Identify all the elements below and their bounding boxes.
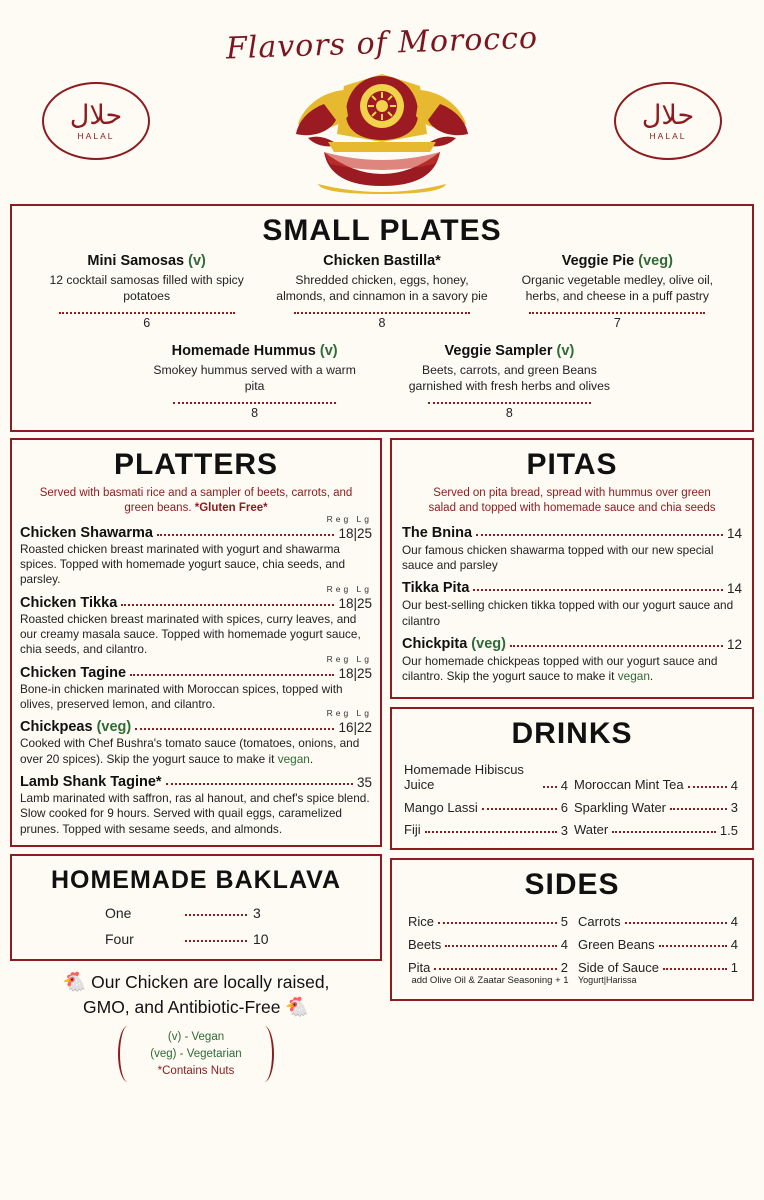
- halal-badge-right: [614, 82, 722, 160]
- section-small-plates: [10, 204, 754, 432]
- item-price: 8: [505, 405, 513, 420]
- dot-leader: [688, 786, 727, 788]
- item-price-row: [34, 312, 259, 330]
- menu-item: [402, 793, 572, 816]
- chicken-note-line-2: GMO, and Antibiotic-Free: [83, 996, 281, 1017]
- item-name: Lamb Shank Tagine*: [20, 774, 162, 790]
- item-price: 3: [253, 904, 261, 921]
- menu-item: [150, 342, 359, 420]
- menu-item: [402, 952, 572, 975]
- halal-arabic-text: حلال: [69, 99, 123, 131]
- item-price: 1: [730, 960, 738, 976]
- item-description: Our best-selling chicken tikka topped with our yogurt sauce and cilantro: [402, 598, 734, 628]
- section-title-drinks: DRINKS: [511, 716, 633, 750]
- menu-item: [572, 929, 742, 952]
- size-labels: Reg Lg: [326, 583, 372, 594]
- item-header: [20, 653, 372, 681]
- item-price: 3: [560, 823, 568, 839]
- item-price: 4: [560, 937, 568, 953]
- dot-leader: [294, 312, 470, 314]
- size-labels: Reg Lg: [326, 653, 372, 664]
- section-baklava: [10, 854, 382, 961]
- diet-tag: (v): [188, 253, 206, 269]
- menu-item: [572, 755, 742, 793]
- item-price: 8: [251, 405, 259, 420]
- item-name: Tikka Pita: [402, 580, 470, 597]
- menu-item: [402, 906, 572, 929]
- item-name: Fiji: [404, 822, 421, 838]
- menu-item: [572, 952, 742, 975]
- item-price: 4: [730, 937, 738, 953]
- dot-leader: [425, 831, 557, 833]
- item-name: Chicken Shawarma: [20, 524, 153, 541]
- menu-item: [20, 513, 372, 588]
- dot-leader: [157, 534, 334, 536]
- menu-item: [269, 252, 494, 330]
- item-name: The Bnina: [402, 524, 473, 541]
- menu-item: [402, 636, 742, 685]
- item-description: Lamb marinated with saffron, ras al hanout, and chef's spice blend. Slow cooked for 9 hours. Served with quail eggs, caramelized prunes. Topped with sesame seeds, and almonds.: [20, 791, 370, 836]
- item-price-row: [405, 402, 614, 420]
- restaurant-name: Flavors of Morocco: [225, 20, 539, 67]
- item-name: Beets: [408, 937, 442, 953]
- item-description: 12 cocktail samosas filled with spicy potatoes: [49, 273, 244, 303]
- item-name: Chicken Tagine: [20, 664, 127, 681]
- item-name: Pita: [408, 960, 431, 976]
- item-header: [402, 580, 742, 596]
- item-price: 4: [560, 777, 568, 793]
- legend: [118, 1026, 274, 1082]
- dot-leader: [445, 945, 557, 947]
- item-name: Water: [574, 822, 609, 838]
- dot-leader: [438, 922, 557, 924]
- menu-item: [402, 929, 572, 952]
- item-name: Sparkling Water: [574, 799, 666, 815]
- item-price: 18|25: [338, 525, 372, 541]
- menu-item: [402, 755, 572, 793]
- size-labels: Reg Lg: [326, 513, 372, 524]
- dot-leader: [670, 808, 727, 810]
- dot-leader: [659, 945, 727, 947]
- item-header: [20, 774, 372, 790]
- dot-leader: [130, 674, 334, 676]
- diet-tag: (veg): [471, 636, 506, 653]
- section-title-baklava: HOMEMADE BAKLAVA: [50, 865, 342, 894]
- item-price-row: [150, 402, 359, 420]
- menu-item: [20, 653, 372, 713]
- item-name: Four: [105, 930, 134, 947]
- item-name: Rice: [408, 914, 435, 930]
- legend-vegan: (v) - Vegan: [167, 1031, 225, 1044]
- item-name: Homemade Hibiscus Juice: [404, 761, 524, 793]
- menu-item: [22, 931, 370, 947]
- size-labels: Reg Lg: [326, 708, 372, 719]
- menu-item: [402, 580, 742, 629]
- menu-header: [10, 0, 754, 200]
- section-title-small-plates: SMALL PLATES: [262, 214, 502, 247]
- diet-tag: (v): [319, 342, 338, 359]
- item-header: [20, 513, 372, 541]
- item-price-row: [269, 312, 494, 330]
- dot-leader: [434, 968, 556, 970]
- dot-leader: [473, 589, 723, 591]
- item-price: 35: [356, 775, 372, 790]
- section-title-sides: SIDES: [524, 868, 620, 902]
- item-price-row: [505, 312, 730, 330]
- item-price: 4: [730, 914, 738, 930]
- item-price: 4: [730, 777, 738, 793]
- lower-columns: [10, 438, 754, 1083]
- item-name: Side of Sauce: [578, 960, 659, 976]
- chicken-icon: 🐔: [285, 996, 309, 1018]
- chicken-icon: 🐔: [62, 971, 87, 993]
- menu-item: [572, 815, 742, 838]
- item-price: 12: [726, 637, 742, 653]
- item-description: Shredded chicken, eggs, honey, almonds, and cinnamon in a savory pie: [276, 273, 488, 303]
- dot-leader: [185, 940, 247, 942]
- item-description: Roasted chicken breast marinated with spices, curry leaves, and our creamy masala sauce. Topped with homemade yogurt sauce, chia seeds, and cilantro.: [20, 611, 361, 657]
- dot-leader: [428, 402, 591, 404]
- item-description: Roasted chicken breast marinated with yogurt and shawarma spices. Topped with homemade yogurt sauce, chia seeds, and parsley.: [20, 541, 346, 587]
- item-name: Chicken Tikka: [20, 594, 118, 611]
- item-price: 3: [730, 800, 738, 816]
- item-price: 7: [613, 315, 621, 330]
- menu-item: [22, 905, 370, 921]
- item-price: 1.5: [719, 823, 738, 839]
- item-name: Mini Samosas (v): [87, 253, 206, 269]
- item-name: Chickpeas (veg): [20, 719, 132, 736]
- platters-subtitle: Served with basmati rice and a sampler of beets, carrots, and green beans. *Gluten Free*: [39, 486, 353, 515]
- dot-leader: [663, 968, 727, 970]
- dot-leader: [59, 312, 235, 314]
- item-description: Bone-in chicken marinated with Moroccan spices, topped with olives, preserved lemon, and cilantro.: [20, 681, 343, 712]
- item-name: One: [105, 904, 132, 921]
- small-plates-row-2: [22, 330, 742, 420]
- item-name: Moroccan Mint Tea: [574, 777, 684, 793]
- dot-leader: [510, 645, 723, 647]
- dot-leader: [166, 783, 353, 785]
- dot-leader: [476, 534, 723, 536]
- item-header: [20, 583, 372, 611]
- item-description: Cooked with Chef Bushra's tomato sauce (tomatoes, onions, and over 20 spices). Skip the yogurt sauce to make it vegan.: [20, 736, 360, 766]
- chicken-note: [10, 971, 382, 1020]
- item-name: Mango Lassi: [404, 799, 478, 815]
- item-description: Smokey hummus served with a warm pita: [153, 362, 356, 393]
- item-price: 5: [560, 914, 568, 930]
- diet-tag: (veg): [638, 253, 673, 269]
- item-description: Organic vegetable medley, olive oil, herbs, and cheese in a puff pastry: [521, 273, 714, 303]
- item-price: 18|25: [338, 595, 372, 611]
- dot-leader: [625, 922, 727, 924]
- dot-leader: [529, 312, 705, 314]
- pitas-subtitle: Served on pita bread, spread with hummus over green salad and topped with homemade sauce and chia seeds: [428, 486, 716, 515]
- dot-leader: [543, 786, 557, 788]
- section-title-pitas: PITAS: [526, 447, 618, 481]
- legend-nuts: *Contains Nuts: [157, 1064, 235, 1077]
- halal-arabic-text: حلال: [641, 99, 695, 131]
- dot-leader: [121, 604, 334, 606]
- item-name: Carrots: [578, 914, 621, 930]
- menu-item: [20, 708, 372, 767]
- menu-item: [402, 525, 742, 574]
- small-plates-row-1: [22, 252, 742, 330]
- item-price: 16|22: [338, 720, 372, 736]
- item-name: Chicken Bastilla*: [323, 253, 441, 269]
- section-drinks: [390, 707, 754, 850]
- menu-item: [505, 252, 730, 330]
- item-price: 14: [726, 525, 742, 541]
- section-sides: [390, 858, 754, 1001]
- tagine-logo-icon: [252, 46, 512, 201]
- item-price: 14: [726, 581, 742, 597]
- item-description: Beets, carrots, and green Beans garnished with fresh herbs and olives: [408, 362, 610, 393]
- item-name: Veggie Sampler (v): [444, 342, 575, 359]
- section-title-platters: PLATTERS: [113, 447, 279, 481]
- diet-tag: (veg): [96, 719, 132, 736]
- diet-tag: (v): [556, 342, 575, 359]
- item-name: Veggie Pie (veg): [561, 253, 673, 269]
- menu-item: [572, 906, 742, 929]
- item-price: 6: [143, 315, 151, 330]
- section-pitas: [390, 438, 754, 699]
- item-header: [402, 525, 742, 541]
- item-price: 2: [560, 960, 568, 976]
- menu-item: [20, 774, 372, 837]
- dot-leader: [185, 914, 247, 916]
- item-price: 6: [560, 800, 568, 816]
- drinks-list: [402, 755, 742, 838]
- halal-label: HALAL: [77, 130, 115, 141]
- menu-item: [34, 252, 259, 330]
- halal-label: HALAL: [649, 130, 687, 141]
- dot-leader: [173, 402, 336, 404]
- left-column: [10, 438, 382, 1083]
- dot-leader: [135, 728, 334, 730]
- item-header: [402, 636, 742, 652]
- section-platters: [10, 438, 382, 847]
- dot-leader: [482, 808, 557, 810]
- item-price: 8: [378, 315, 386, 330]
- right-column: [390, 438, 754, 1001]
- item-description: Our famous chicken shawarma topped with our new special sauce and parsley: [402, 542, 714, 573]
- menu-item: [402, 815, 572, 838]
- dot-leader: [612, 831, 716, 833]
- item-name: Homemade Hummus (v): [171, 342, 338, 359]
- item-price: 18|25: [338, 665, 372, 681]
- menu-item: [405, 342, 614, 420]
- pita-addon-note: add Olive Oil & Zaatar Seasoning + 1: [411, 975, 569, 987]
- halal-badge-left: [42, 82, 150, 160]
- menu-item: [20, 583, 372, 658]
- item-name: Green Beans: [578, 937, 655, 953]
- item-header: [20, 708, 372, 736]
- item-name: Chickpita (veg): [402, 636, 506, 653]
- item-description: Our homemade chickpeas topped with our yogurt sauce and cilantro. Skip the yogurt sauce to make it vegan.: [402, 654, 718, 684]
- legend-vegetarian: (veg) - Vegetarian: [150, 1048, 242, 1061]
- sides-list: [402, 906, 742, 987]
- item-price: 10: [253, 930, 269, 947]
- chicken-note-line-1: Our Chicken are locally raised,: [91, 971, 330, 992]
- menu-item: [572, 793, 742, 816]
- sauce-options: Yogurt|Harissa: [578, 975, 637, 986]
